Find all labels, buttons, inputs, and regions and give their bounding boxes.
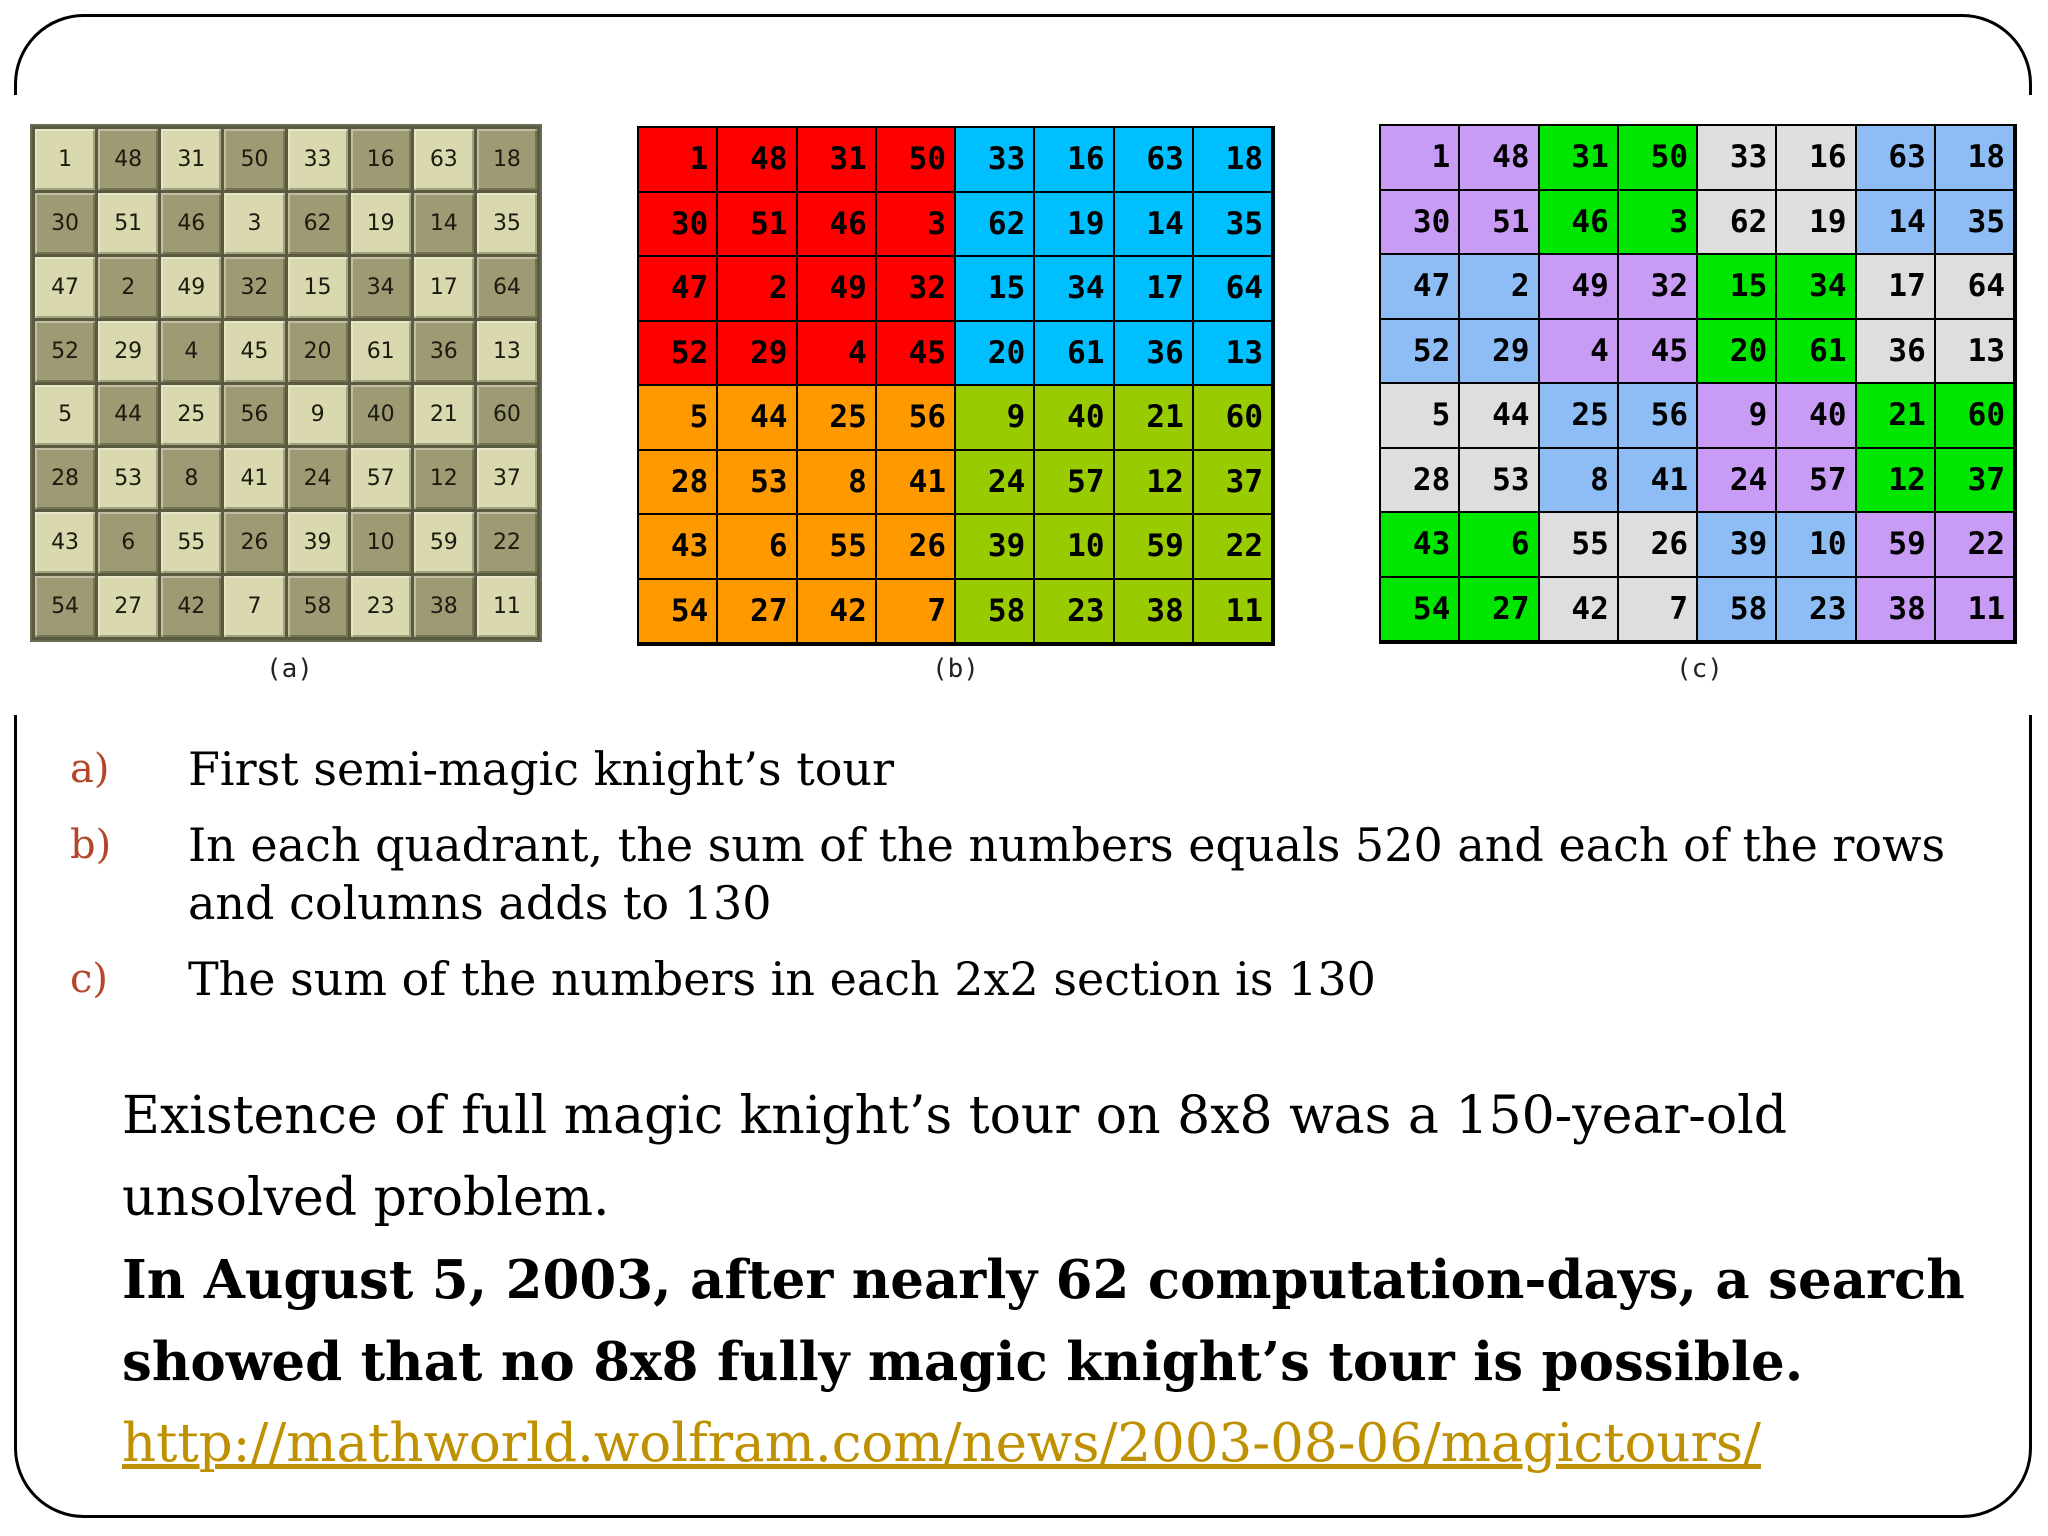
grid-cell: 28 [1381,449,1460,514]
grid-cell: 12 [1115,451,1194,516]
knight-tour-grid-b [637,126,1275,646]
caption-a: (a) [266,654,313,684]
grid-cell: 37 [477,448,537,509]
grid-cell: 33 [288,129,348,190]
list-item [70,816,2000,932]
grid-cell: 46 [161,193,221,254]
grid-cell: 9 [1698,384,1777,449]
grid-cell: 22 [477,512,537,573]
knight-tour-grid-a [30,124,542,642]
grid-cell: 41 [877,451,956,516]
grid-cell: 57 [1777,449,1856,514]
grid-cell: 31 [1540,126,1619,191]
grid-cell: 30 [1381,191,1460,256]
grid-cell: 21 [1857,384,1936,449]
grid-cell: 4 [798,322,877,387]
grid-cell: 62 [1698,191,1777,256]
grid-cell: 29 [1460,320,1539,385]
grid-cell: 26 [1619,513,1698,578]
grid-cell: 52 [35,321,95,382]
grid-cell: 53 [718,451,797,516]
grid-cell: 36 [414,321,474,382]
grid-cell: 13 [1194,322,1273,387]
grid-cell: 35 [1936,191,2015,256]
grid-cell: 50 [1619,126,1698,191]
grid-cell: 42 [1540,578,1619,643]
mathworld-link[interactable]: http://mathworld.wolfram.com/news/2003-08-06/magictours/ [122,1413,1761,1474]
grid-cell: 56 [224,385,284,446]
grid-cell: 40 [1035,386,1114,451]
grid-cell: 43 [639,515,718,580]
list-text: First semi-magic knight’s tour [188,742,895,796]
grid-cell: 49 [798,257,877,322]
grid-cell: 45 [1619,320,1698,385]
grid-cell: 25 [1540,384,1619,449]
summary-paragraph [122,1075,2002,1485]
grid-cell: 14 [1857,191,1936,256]
grid-cell: 16 [351,129,411,190]
grid-cell: 25 [161,385,221,446]
grid-cell: 46 [798,193,877,258]
grid-cell: 19 [1777,191,1856,256]
grid-cell: 51 [98,193,158,254]
grid-cell: 12 [414,448,474,509]
list-marker: c) [70,956,109,1002]
grid-cell: 49 [1540,255,1619,320]
grid-cell: 7 [1619,578,1698,643]
grid-cell: 55 [161,512,221,573]
grid-cell: 24 [1698,449,1777,514]
grid-cell: 23 [351,576,411,637]
grid-cell: 63 [1857,126,1936,191]
grid-cell: 34 [1777,255,1856,320]
list-text: In each quadrant, the sum of the numbers equals 520 and each of the rows and columns adds to 130 [188,818,1946,930]
grid-cell: 2 [1460,255,1539,320]
grid-cell: 21 [414,385,474,446]
grid-cell: 56 [877,386,956,451]
grid-cell: 37 [1936,449,2015,514]
list-marker: a) [70,746,110,792]
caption-b: (b) [932,654,979,684]
grid-cell: 10 [1777,513,1856,578]
grid-cell: 30 [639,193,718,258]
grid-cell: 19 [1035,193,1114,258]
grid-cell: 48 [1460,126,1539,191]
grid-cell: 13 [477,321,537,382]
grid-cell: 55 [798,515,877,580]
grid-cell: 18 [1936,126,2015,191]
list-item [70,740,2000,798]
grid-cell: 20 [956,322,1035,387]
grid-cell: 2 [718,257,797,322]
list-marker: b) [70,822,112,868]
grid-cell: 11 [1194,580,1273,645]
grid-cell: 24 [288,448,348,509]
grid-cell: 59 [414,512,474,573]
grid-cell: 51 [718,193,797,258]
grid-cell: 39 [1698,513,1777,578]
grid-cell: 16 [1777,126,1856,191]
grid-cell: 64 [1936,255,2015,320]
grid-cell: 61 [1035,322,1114,387]
grid-cell: 28 [639,451,718,516]
grid-cell: 11 [1936,578,2015,643]
grid-cell: 15 [1698,255,1777,320]
grid-cell: 21 [1115,386,1194,451]
grid-cell: 48 [98,129,158,190]
grid-cell: 58 [1698,578,1777,643]
grid-cell: 57 [1035,451,1114,516]
grid-cell: 1 [639,128,718,193]
grid-cell: 4 [161,321,221,382]
grid-cell: 34 [1035,257,1114,322]
grid-cell: 37 [1194,451,1273,516]
grid-cell: 10 [1035,515,1114,580]
grid-cell: 63 [414,129,474,190]
grid-cell: 6 [718,515,797,580]
grid-cell: 35 [1194,193,1273,258]
grid-cell: 23 [1035,580,1114,645]
grid-cell: 8 [161,448,221,509]
grid-cell: 47 [639,257,718,322]
grid-cell: 20 [1698,320,1777,385]
grid-cell: 6 [98,512,158,573]
grid-cell: 8 [798,451,877,516]
grid-cell: 20 [288,321,348,382]
grid-cell: 39 [288,512,348,573]
grid-cell: 52 [1381,320,1460,385]
grid-cell: 64 [1194,257,1273,322]
grid-cell: 51 [1460,191,1539,256]
grid-cell: 64 [477,257,537,318]
grid-cell: 5 [639,386,718,451]
grid-cell: 61 [1777,320,1856,385]
grid-cell: 47 [1381,255,1460,320]
grid-cell: 5 [1381,384,1460,449]
knight-tour-grid-c [1379,124,2017,644]
grid-cell: 25 [798,386,877,451]
grid-cell: 39 [956,515,1035,580]
conclusion-text: In August 5, 2003, after nearly 62 computation-days, a search showed that no 8x8 fully magic knight’s tour is possible. [122,1249,1965,1393]
grid-cell: 15 [288,257,348,318]
grid-cell: 2 [98,257,158,318]
grid-cell: 27 [718,580,797,645]
grid-cell: 36 [1857,320,1936,385]
grid-cell: 15 [956,257,1035,322]
grid-cell: 6 [1460,513,1539,578]
grid-cell: 29 [718,322,797,387]
grid-cell: 1 [1381,126,1460,191]
grid-cell: 44 [98,385,158,446]
grid-cell: 40 [1777,384,1856,449]
caption-c: (c) [1676,654,1723,684]
grid-cell: 50 [877,128,956,193]
grid-cell: 19 [351,193,411,254]
grid-cell: 42 [161,576,221,637]
grid-cell: 45 [224,321,284,382]
grid-cell: 41 [224,448,284,509]
grid-cell: 33 [1698,126,1777,191]
grid-cell: 54 [1381,578,1460,643]
grid-cell: 45 [877,322,956,387]
grid-cell: 18 [477,129,537,190]
grid-cell: 43 [1381,513,1460,578]
grid-cell: 34 [351,257,411,318]
grid-cell: 61 [351,321,411,382]
grid-cell: 10 [351,512,411,573]
grid-cell: 23 [1777,578,1856,643]
grid-cell: 32 [224,257,284,318]
grid-cell: 27 [98,576,158,637]
grid-cell: 29 [98,321,158,382]
grid-cell: 12 [1857,449,1936,514]
grid-cell: 60 [477,385,537,446]
grid-cell: 13 [1936,320,2015,385]
grid-cell: 63 [1115,128,1194,193]
grid-cell: 38 [1857,578,1936,643]
grid-cell: 17 [414,257,474,318]
grid-cell: 49 [161,257,221,318]
grid-cell: 58 [956,580,1035,645]
grid-cell: 48 [718,128,797,193]
description-list [70,740,2000,1026]
grid-cell: 54 [639,580,718,645]
grid-cell: 26 [224,512,284,573]
grid-cell: 62 [288,193,348,254]
grid-cell: 8 [1540,449,1619,514]
grid-cell: 35 [477,193,537,254]
grid-cell: 60 [1194,386,1273,451]
grid-cell: 1 [35,129,95,190]
grid-cell: 57 [351,448,411,509]
grid-cell: 38 [414,576,474,637]
intro-text: Existence of full magic knight’s tour on 8x8 was a 150-year-old unsolved problem. [122,1086,1788,1228]
grid-cell: 26 [877,515,956,580]
grid-cell: 14 [414,193,474,254]
grid-cell: 62 [956,193,1035,258]
grid-cell: 3 [1619,191,1698,256]
grid-cell: 44 [1460,384,1539,449]
grid-cell: 7 [877,580,956,645]
list-item [70,950,2000,1008]
grid-cell: 3 [224,193,284,254]
grid-cell: 40 [351,385,411,446]
grid-cell: 32 [1619,255,1698,320]
grid-cell: 9 [956,386,1035,451]
grid-cell: 14 [1115,193,1194,258]
grid-cell: 22 [1194,515,1273,580]
grid-cell: 58 [288,576,348,637]
grid-cell: 7 [224,576,284,637]
grid-cell: 52 [639,322,718,387]
grid-cell: 36 [1115,322,1194,387]
grid-cell: 54 [35,576,95,637]
grid-cell: 46 [1540,191,1619,256]
grid-cell: 47 [35,257,95,318]
grid-cell: 3 [877,193,956,258]
grid-cell: 17 [1115,257,1194,322]
grid-cell: 18 [1194,128,1273,193]
grid-cell: 50 [224,129,284,190]
grid-cell: 16 [1035,128,1114,193]
grid-cell: 60 [1936,384,2015,449]
grid-cell: 31 [161,129,221,190]
grid-cell: 17 [1857,255,1936,320]
grid-cell: 27 [1460,578,1539,643]
grid-cell: 55 [1540,513,1619,578]
grid-cell: 41 [1619,449,1698,514]
grid-cell: 38 [1115,580,1194,645]
grid-cell: 59 [1115,515,1194,580]
grid-cell: 11 [477,576,537,637]
grid-cell: 44 [718,386,797,451]
grid-cell: 32 [877,257,956,322]
grid-cell: 33 [956,128,1035,193]
list-text: The sum of the numbers in each 2x2 section is 130 [188,952,1376,1006]
grid-cell: 43 [35,512,95,573]
grid-cell: 59 [1857,513,1936,578]
grid-cell: 31 [798,128,877,193]
grid-cell: 4 [1540,320,1619,385]
grid-cell: 30 [35,193,95,254]
grid-cell: 42 [798,580,877,645]
grid-cell: 24 [956,451,1035,516]
grid-cell: 22 [1936,513,2015,578]
grid-cell: 28 [35,448,95,509]
grid-cell: 56 [1619,384,1698,449]
grid-cell: 9 [288,385,348,446]
grid-cell: 53 [98,448,158,509]
grid-cell: 5 [35,385,95,446]
grid-cell: 53 [1460,449,1539,514]
